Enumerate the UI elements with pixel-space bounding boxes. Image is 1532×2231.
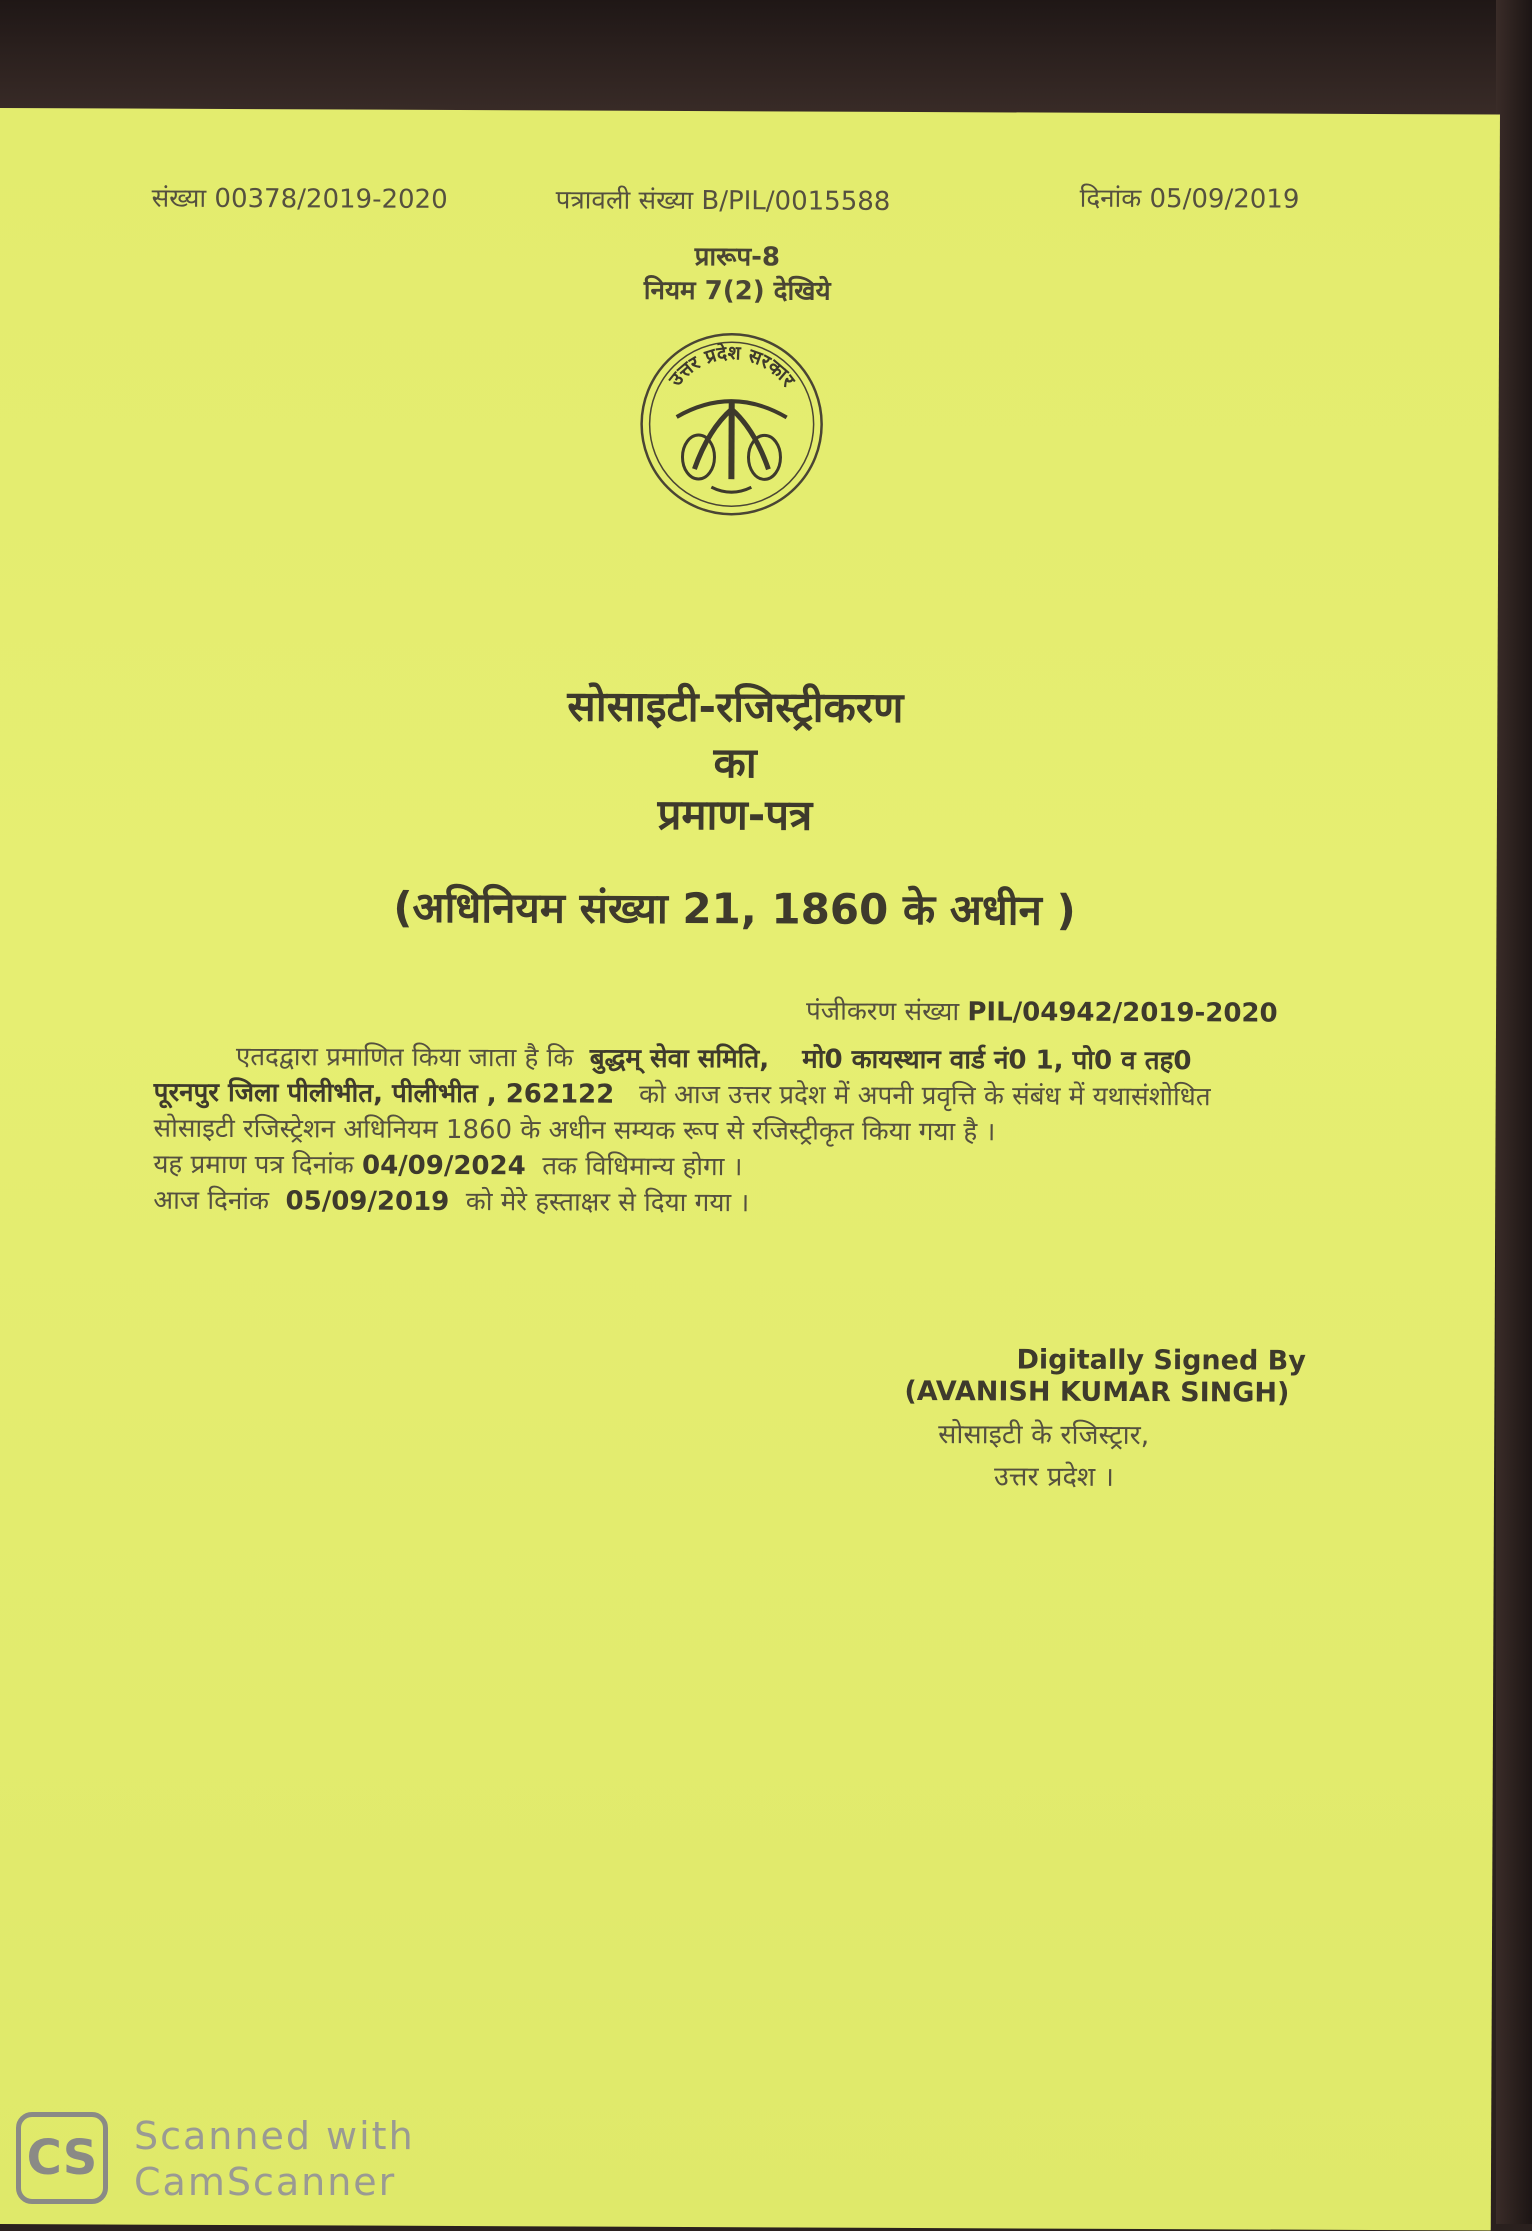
title-line-1: सोसाइटी-रजिस्ट्रीकरण <box>0 674 1474 737</box>
signed-by-label: Digitally Signed By <box>1016 1344 1305 1376</box>
body-line-4 <box>153 1145 742 1184</box>
body-text-2: को आज उत्तर प्रदेश में अपनी प्रवृत्ति के संबंध में यथासंशोधित <box>639 1080 1211 1112</box>
signatory-name: (AVANISH KUMAR SINGH) <box>904 1376 1289 1409</box>
registration-number <box>806 992 1278 1030</box>
body-line-2 <box>154 1073 1211 1114</box>
validity-prefix: यह प्रमाण पत्र दिनांक <box>153 1150 353 1181</box>
background-right <box>1496 0 1532 2224</box>
issue-date: 05/09/2019 <box>286 1186 450 1217</box>
header-file-number: पत्रावली संख्या B/PIL/0015588 <box>556 180 891 217</box>
registration-label: पंजीकरण संख्या <box>806 997 959 1028</box>
body-text-3: सोसाइटी रजिस्ट्रेशन अधिनियम 1860 के अधीन सम्यक रूप से रजिस्ट्रीकृत किया गया है । <box>153 1114 995 1148</box>
act-reference: (अधिनियम संख्या 21, 1860 के अधीन ) <box>0 876 1473 939</box>
society-name: बुद्धम् सेवा समिति, <box>590 1044 769 1075</box>
emblem-text: उत्तर प्रदेश सरकार <box>664 341 800 392</box>
issue-prefix: आज दिनांक <box>153 1186 269 1217</box>
body-line-5 <box>153 1181 749 1220</box>
watermark-line-1: Scanned with <box>134 2114 415 2158</box>
camscanner-logo: CS <box>16 2112 108 2204</box>
society-address-1: मो0 कायस्थान वार्ड नं0 1, पो0 व तह0 <box>802 1045 1191 1077</box>
up-government-emblem-icon <box>636 329 827 520</box>
validity-suffix: तक विधिमान्य होगा । <box>542 1151 742 1182</box>
certificate-paper <box>0 108 1500 2231</box>
header-date: दिनांक 05/09/2019 <box>1080 179 1300 216</box>
form-number: प्रारूप-8 <box>0 234 1475 276</box>
society-address-2: पूरनपुर जिला पीलीभीत, पीलीभीत , 262122 <box>154 1078 615 1110</box>
body-line-3 <box>153 1109 995 1149</box>
background-top <box>0 0 1532 120</box>
validity-date: 04/09/2024 <box>362 1151 526 1182</box>
watermark-line-2: CamScanner <box>134 2160 396 2204</box>
rule-reference: नियम 7(2) देखिये <box>0 268 1475 310</box>
body-prefix: एतदद्वारा प्रमाणित किया जाता है कि <box>236 1042 574 1073</box>
issue-suffix: को मेरे हस्ताक्षर से दिया गया । <box>466 1187 750 1218</box>
registration-value: PIL/04942/2019-2020 <box>967 997 1277 1028</box>
signatory-state: उत्तर प्रदेश । <box>994 1456 1114 1494</box>
header-number: संख्या 00378/2019-2020 <box>152 179 448 216</box>
title-line-2: का <box>0 730 1473 793</box>
signatory-designation: सोसाइटी के रजिस्ट्रार, <box>938 1414 1149 1452</box>
body-line-1 <box>236 1037 1192 1077</box>
title-line-3: प्रमाण-पत्र <box>0 782 1473 845</box>
